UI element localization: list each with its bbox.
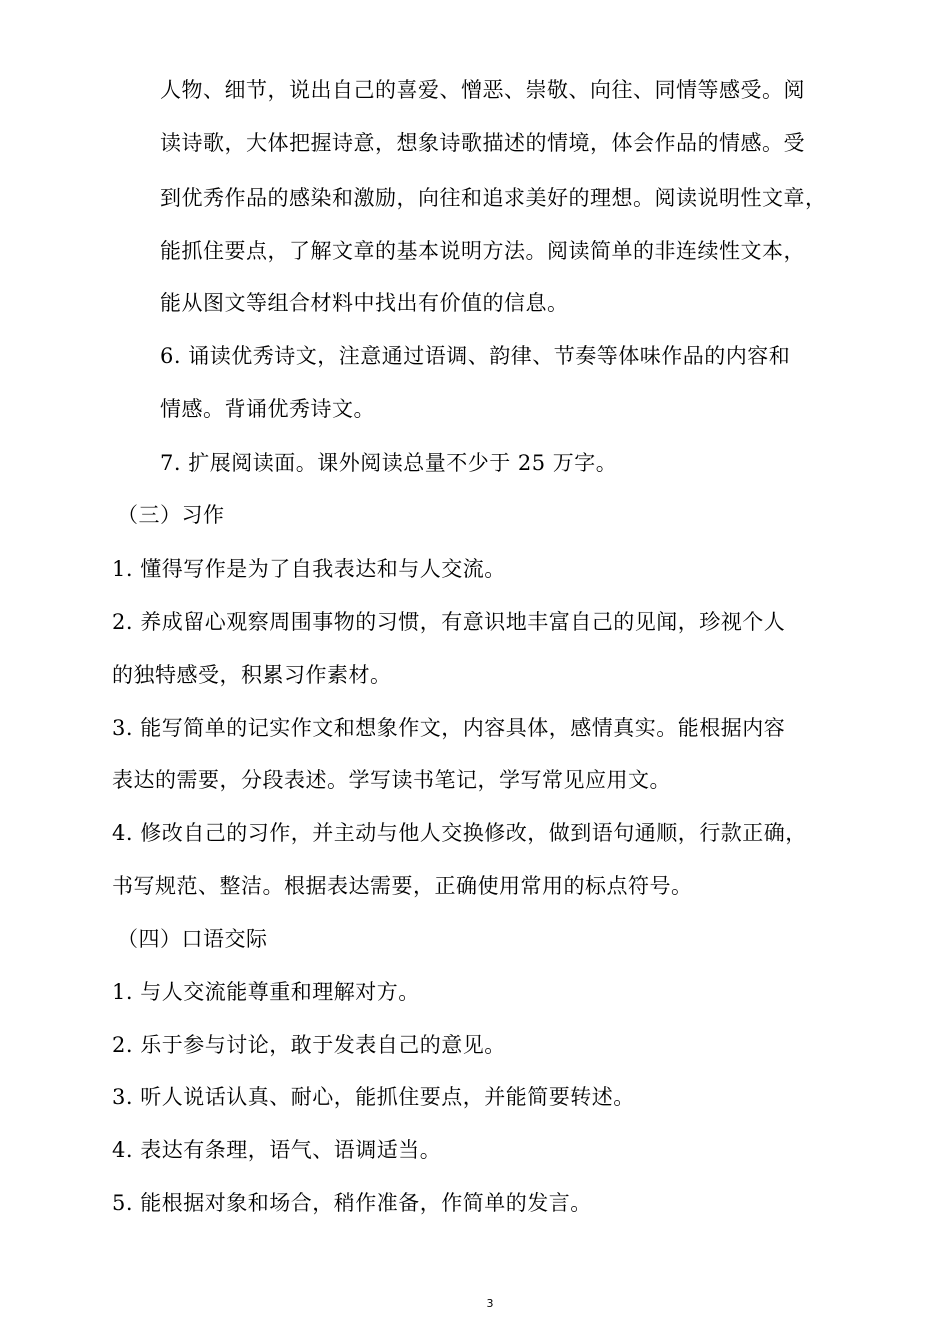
writing-item-3: 3. 能写简单的记实作文和想象作文，内容具体，感情真实。能根据内容 xyxy=(112,716,786,740)
oral-item-3: 3. 听人说话认真、耐心，能抓住要点，并能简要转述。 xyxy=(112,1085,635,1109)
writing-item-2-continuation: 的独特感受，积累习作素材。 xyxy=(112,663,392,687)
writing-item-4-continuation: 书写规范、整洁。根据表达需要，正确使用常用的标点符号。 xyxy=(112,874,693,898)
oral-item-1: 1. 与人交流能尊重和理解对方。 xyxy=(112,980,420,1004)
oral-item-4: 4. 表达有条理，语气、语调适当。 xyxy=(112,1138,442,1162)
paragraph-line: 到优秀作品的感染和激励，向往和追求美好的理想。阅读说明性文章， xyxy=(160,186,827,210)
list-item-7: 7. 扩展阅读面。课外阅读总量不少于 25 万字。 xyxy=(160,451,618,475)
list-item-6: 6. 诵读优秀诗文，注意通过语调、韵律、节奏等体味作品的内容和 xyxy=(160,344,791,368)
oral-item-5: 5. 能根据对象和场合，稍作准备，作简单的发言。 xyxy=(112,1191,592,1215)
page-number: 3 xyxy=(486,1297,494,1310)
section-heading-oral: （四）口语交际 xyxy=(117,927,268,951)
writing-item-4: 4. 修改自己的习作，并主动与他人交换修改，做到语句通顺，行款正确， xyxy=(112,821,807,845)
writing-item-2: 2. 养成留心观察周围事物的习惯，有意识地丰富自己的见闻，珍视个人 xyxy=(112,610,786,634)
oral-item-2: 2. 乐于参与讨论，敢于发表自己的意见。 xyxy=(112,1033,506,1057)
paragraph-line: 读诗歌，大体把握诗意，想象诗歌描述的情境，体会作品的情感。受 xyxy=(160,131,805,155)
section-heading-writing: （三）习作 xyxy=(117,503,225,527)
writing-item-3-continuation: 表达的需要，分段表述。学写读书笔记，学写常见应用文。 xyxy=(112,768,671,792)
paragraph-line: 人物、细节，说出自己的喜爱、憎恶、崇敬、向往、同情等感受。阅 xyxy=(160,78,805,102)
paragraph-line: 能抓住要点，了解文章的基本说明方法。阅读简单的非连续性文本， xyxy=(160,239,805,263)
paragraph-line: 能从图文等组合材料中找出有价值的信息。 xyxy=(160,291,569,315)
list-item-6-continuation: 情感。背诵优秀诗文。 xyxy=(160,397,375,421)
writing-item-1: 1. 懂得写作是为了自我表达和与人交流。 xyxy=(112,557,506,581)
